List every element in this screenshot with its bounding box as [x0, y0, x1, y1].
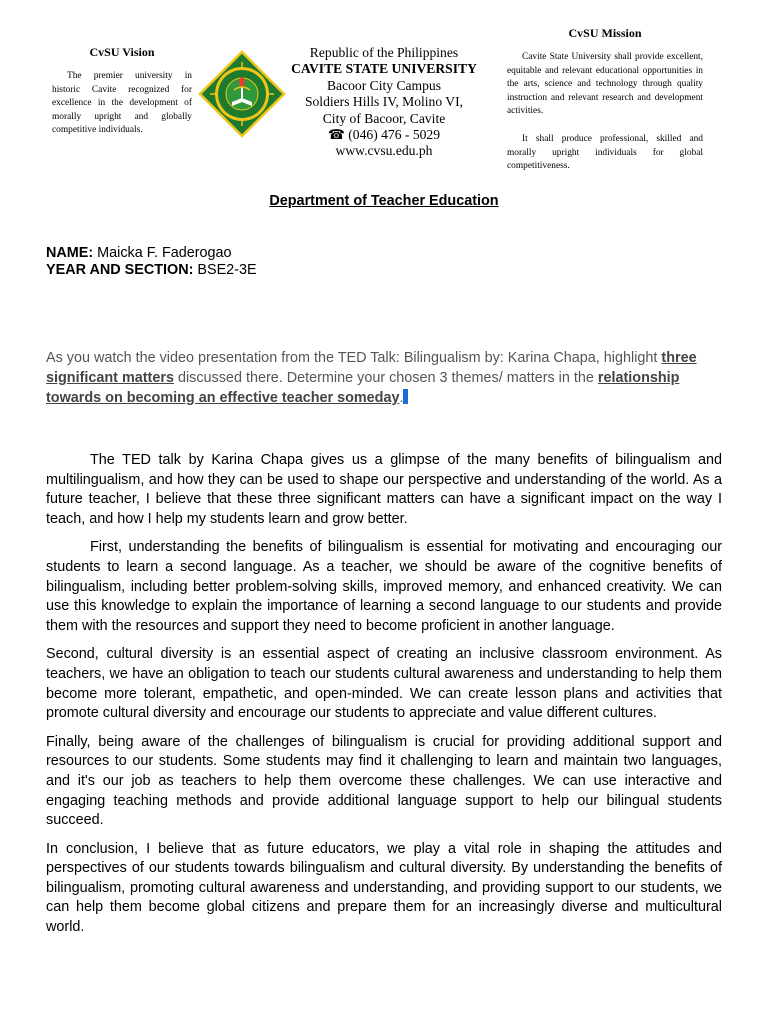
phone-line: ☎ (046) 476 - 5029: [327, 127, 441, 143]
prompt-part-2: discussed there. Determine your chosen 3 themes/ matters in the: [173, 370, 598, 386]
vision-text: The premier university in historic Cavite recognized for excellence in the development of morally upright and globally competitive individuals.: [52, 71, 192, 136]
vision-title: CvSU Vision: [89, 45, 155, 59]
name-label: NAME:: [46, 245, 94, 261]
address-line-1: Soldiers Hills IV, Molino VI,: [304, 94, 464, 110]
essay-paragraph-conclusion: In conclusion, I believe that as future educators, we play a vital role in shaping the attitudes and perspectives of our students towards bilingualism and cultural diversity. By understanding the benefits of bilingualism, promoting cultural awareness and understanding, and providing support to our students, we can help them become global citizens and prepare them for an increasingly diverse and multicultural world.: [46, 840, 722, 936]
student-name: Maicka F. Faderogao: [93, 245, 232, 261]
institution-header: [284, 45, 484, 160]
prompt-part-3: .: [399, 390, 404, 406]
essay-paragraph-second: Second, cultural diversity is an essential aspect of creating an inclusive classroom environment. As teachers, we have an obligation to teach our students cultural awareness and understanding to help them become more tolerant, empathetic, and open-minded. We can create lesson plans and activities that promote cultural diversity and encourage our students to appreciate and value different cultures.: [46, 646, 722, 722]
section-row: [46, 262, 257, 279]
department-title: Department of Teacher Education: [269, 193, 499, 209]
text-cursor: [403, 389, 408, 404]
address-line-2: City of Bacoor, Cavite: [322, 110, 446, 126]
university-name: CAVITE STATE UNIVERSITY: [291, 61, 477, 77]
prompt-highlight-2: relationship towards on becoming an effective teacher someday: [46, 370, 680, 406]
mission-block: [507, 26, 703, 174]
assignment-prompt: [46, 348, 726, 408]
prompt-highlight-1: three significant matters: [46, 350, 697, 386]
essay-paragraph-first: First, understanding the benefits of bilingualism is essential for motivating and encouraging our students to learn a second language. As a teacher, we should be aware of the cognitive benefits of bilingualism, including better problem-solving skills, improved memory, and enhanced creativity. We can use this knowledge to explain the importance of learning a second language to our students and provide them with the resources and support they need to become proficient in another language.: [46, 539, 722, 634]
mission-text-2: It shall produce professional, skilled and morally upright individuals for global competitiveness.: [507, 133, 703, 172]
cvsu-seal-icon: [198, 50, 286, 138]
essay-body: [46, 451, 722, 947]
essay-paragraph-intro: The TED talk by Karina Chapa gives us a glimpse of the many benefits of bilingualism and multilingualism, and how they can be used to shape our perspective and understanding of the world. As a future teacher, I believe that these three significant matters can have a significant impact on the way I teach, and how I help my students learn and grow better.: [46, 452, 722, 527]
campus-line: Bacoor City Campus: [326, 77, 442, 93]
student-info: [46, 245, 257, 279]
mission-title: CvSU Mission: [568, 26, 642, 40]
section-label: YEAR AND SECTION:: [46, 262, 194, 278]
student-section: BSE2-3E: [193, 262, 257, 278]
prompt-part-1: As you watch the video presentation from the TED Talk: Bilingualism by: Karina Chapa, highlight: [46, 350, 662, 366]
mission-text-1: Cavite State University shall provide excellent, equitable and relevant educational opportunities in the arts, science and technology through quality instruction and relevant research and development activities.: [507, 52, 703, 117]
vision-block: [52, 45, 192, 138]
website-line: www.cvsu.edu.ph: [335, 143, 433, 159]
republic-line: Republic of the Philippines: [309, 45, 459, 60]
name-row: [46, 245, 257, 262]
essay-paragraph-finally: Finally, being aware of the challenges of bilingualism is crucial for providing additional support and resources to our students. Some students may find it challenging to learn and maintain two languages, and it's our job as teachers to help them overcome these challenges. We can use interactive and engaging teaching methods and provide additional language support to help our bilingual students succeed.: [46, 733, 722, 829]
